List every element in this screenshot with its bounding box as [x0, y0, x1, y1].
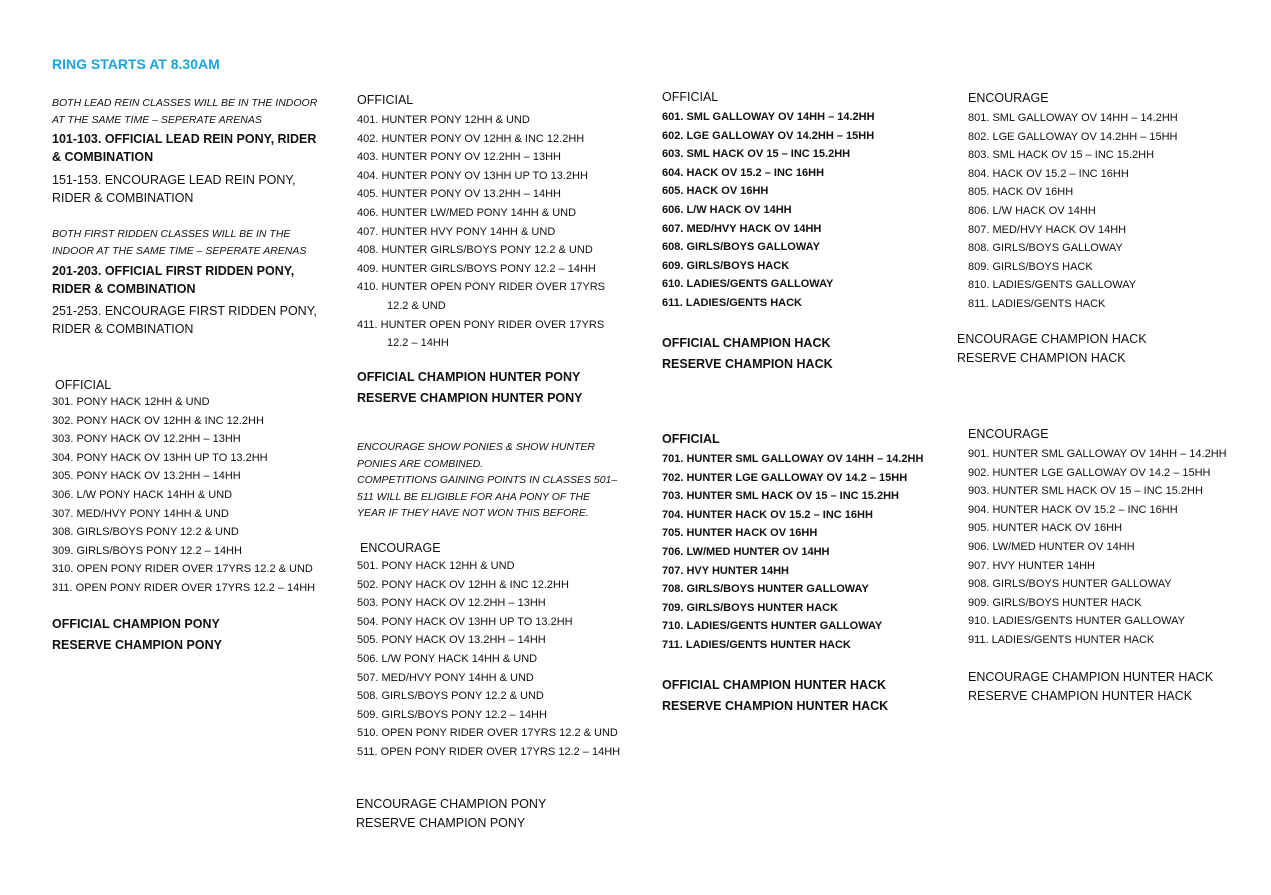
class-list-300	[52, 393, 315, 598]
list-item: 510. OPEN PONY RIDER OVER 17YRS 12.2 & UND	[357, 727, 618, 740]
reserve-line: RESERVE CHAMPION HACK	[662, 357, 833, 371]
list-item: 311. OPEN PONY RIDER OVER 17YRS 12.2 – 14HH	[52, 581, 316, 594]
list-item: 802. LGE GALLOWAY OV 14.2HH – 15HH	[968, 130, 1178, 143]
list-item: 809. GIRLS/BOYS HACK	[968, 260, 1093, 273]
list-item: 508. GIRLS/BOYS PONY 12.2 & UND	[357, 690, 544, 703]
list-item: 307. MED/HVY PONY 14HH & UND	[52, 507, 229, 520]
list-item: 907. HVY HUNTER 14HH	[968, 559, 1095, 572]
note-line: COMPETITIONS GAINING POINTS IN CLASSES 501–	[357, 474, 618, 486]
list-item: 401. HUNTER PONY 12HH & UND	[357, 114, 530, 126]
list-item: 707. HVY HUNTER 14HH	[662, 564, 789, 577]
list-item: 807. MED/HVY HACK OV 14HH	[968, 223, 1127, 236]
list-item: 701. HUNTER SML GALLOWAY OV 14HH – 14.2HH	[662, 453, 924, 465]
list-item: 309. GIRLS/BOYS PONY 12.2 – 14HH	[52, 544, 242, 557]
champion-block-300	[52, 614, 222, 656]
list-item: 502. PONY HACK OV 12HH & INC 12.2HH	[357, 578, 569, 591]
class-list-500	[357, 557, 620, 762]
ring-start-heading: RING STARTS AT 8.30AM	[52, 56, 220, 72]
list-item: 604. HACK OV 15.2 – INC 16HH	[662, 166, 825, 179]
list-item: 406. HUNTER LW/MED PONY 14HH & UND	[357, 206, 577, 219]
note-line: INDOOR AT THE SAME TIME – SEPERATE ARENAS	[52, 244, 307, 257]
list-item: 407. HUNTER HVY PONY 14HH & UND	[357, 225, 556, 238]
champion-line: OFFICIAL CHAMPION PONY	[52, 617, 220, 631]
list-item: 908. GIRLS/BOYS HUNTER GALLOWAY	[968, 578, 1172, 591]
list-item: 610. LADIES/GENTS GALLOWAY	[662, 278, 834, 291]
reserve-line: RESERVE CHAMPION PONY	[52, 638, 222, 652]
section-label-encourage-800: ENCOURAGE	[968, 91, 1049, 105]
list-item: 902. HUNTER LGE GALLOWAY OV 14.2 – 15HH	[968, 466, 1211, 479]
list-item: 906. LW/MED HUNTER OV 14HH	[968, 540, 1135, 553]
class-list-700	[662, 450, 923, 655]
class-list-400	[357, 111, 605, 353]
section-label-official-700: OFFICIAL	[662, 432, 720, 446]
note-line: PONIES ARE COMBINED.	[357, 457, 484, 470]
list-item: 611. LADIES/GENTS HACK	[662, 296, 802, 309]
note-line: YEAR IF THEY HAVE NOT WON THIS BEFORE.	[357, 507, 589, 519]
lead-rein-note	[52, 95, 317, 128]
note-line: BOTH FIRST RIDDEN CLASSES WILL BE IN THE	[52, 228, 291, 240]
champion-block-600	[662, 333, 833, 375]
champion-block-700	[662, 675, 888, 717]
class-201-203: 201-203. OFFICIAL FIRST RIDDEN PONY, RIDER & COMBINATION	[52, 264, 295, 296]
note-line: BOTH LEAD REIN CLASSES WILL BE IN THE INDOOR	[52, 97, 318, 109]
class-list-600	[662, 108, 875, 313]
champion-block-800	[957, 330, 1147, 368]
list-item: 909. GIRLS/BOYS HUNTER HACK	[968, 596, 1142, 609]
list-item: 509. GIRLS/BOYS PONY 12.2 – 14HH	[357, 708, 547, 721]
list-item: 603. SML HACK OV 15 – INC 15.2HH	[662, 148, 851, 161]
list-item: 505. PONY HACK OV 13.2HH – 14HH	[357, 634, 546, 647]
list-item: 808. GIRLS/BOYS GALLOWAY	[968, 242, 1123, 255]
class-list-800	[968, 109, 1178, 314]
list-item: 910. LADIES/GENTS HUNTER GALLOWAY	[968, 615, 1186, 628]
list-item: 805. HACK OV 16HH	[968, 186, 1074, 199]
reserve-line: RESERVE CHAMPION HUNTER HACK	[662, 699, 889, 713]
list-item: 905. HUNTER HACK OV 16HH	[968, 522, 1123, 535]
class-101-103: 101-103. OFFICIAL LEAD REIN PONY, RIDER & COMBINATION	[52, 132, 317, 164]
champion-line: OFFICIAL CHAMPION HUNTER PONY	[357, 370, 581, 384]
reserve-line: RESERVE CHAMPION HACK	[957, 351, 1126, 365]
section-label-official-400: OFFICIAL	[357, 93, 414, 107]
list-item: 302. PONY HACK OV 12HH & INC 12.2HH	[52, 414, 264, 427]
encourage-combined-note	[357, 439, 617, 522]
list-item: 310. OPEN PONY RIDER OVER 17YRS 12.2 & UND	[52, 563, 313, 576]
list-item: 705. HUNTER HACK OV 16HH	[662, 527, 818, 540]
class-list-900	[968, 445, 1227, 650]
champion-block-400	[357, 367, 583, 409]
list-item: 811. LADIES/GENTS HACK	[968, 297, 1106, 310]
list-item: 402. HUNTER PONY OV 12HH & INC 12.2HH	[357, 132, 585, 145]
list-item-continuation: 12.2 – 14HH	[387, 337, 449, 350]
list-item: 308. GIRLS/BOYS PONY 12.2 & UND	[52, 526, 239, 539]
list-item: 303. PONY HACK OV 12.2HH – 13HH	[52, 433, 241, 446]
list-item: 803. SML HACK OV 15 – INC 15.2HH	[968, 149, 1155, 162]
list-item: 711. LADIES/GENTS HUNTER HACK	[662, 638, 851, 651]
list-item: 504. PONY HACK OV 13HH UP TO 13.2HH	[357, 615, 573, 628]
list-item: 704. HUNTER HACK OV 15.2 – INC 16HH	[662, 508, 873, 521]
list-item: 602. LGE GALLOWAY OV 14.2HH – 15HH	[662, 129, 875, 142]
reserve-line: RESERVE CHAMPION PONY	[356, 816, 526, 830]
list-item: 710. LADIES/GENTS HUNTER GALLOWAY	[662, 620, 883, 633]
list-item: 708. GIRLS/BOYS HUNTER GALLOWAY	[662, 583, 869, 596]
champion-line: ENCOURAGE CHAMPION HUNTER HACK	[968, 670, 1214, 684]
section-label-official-600: OFFICIAL	[662, 90, 719, 104]
reserve-line: RESERVE CHAMPION HUNTER HACK	[968, 689, 1193, 703]
list-item: 903. HUNTER SML HACK OV 15 – INC 15.2HH	[968, 485, 1203, 498]
first-ridden-note	[52, 226, 306, 259]
list-item: 305. PONY HACK OV 13.2HH – 14HH	[52, 470, 241, 483]
list-item-continuation: 12.2 & UND	[387, 299, 446, 312]
list-item: 403. HUNTER PONY OV 12.2HH – 13HH	[357, 151, 561, 164]
champion-line: OFFICIAL CHAMPION HACK	[662, 336, 831, 350]
champion-line: ENCOURAGE CHAMPION HACK	[957, 332, 1147, 346]
class-251-253: 251-253. ENCOURAGE FIRST RIDDEN PONY, RIDER & COMBINATION	[52, 304, 317, 336]
list-item: 911. LADIES/GENTS HUNTER HACK	[968, 633, 1155, 646]
list-item: 405. HUNTER PONY OV 13.2HH – 14HH	[357, 188, 561, 201]
list-item: 507. MED/HVY PONY 14HH & UND	[357, 671, 534, 684]
note-line: ENCOURAGE SHOW PONIES & SHOW HUNTER	[357, 441, 596, 453]
champion-block-900	[968, 668, 1213, 706]
champion-block-500	[356, 795, 546, 833]
list-item: 404. HUNTER PONY OV 13HH UP TO 13.2HH	[357, 169, 588, 182]
list-item: 609. GIRLS/BOYS HACK	[662, 259, 790, 272]
note-line: AT THE SAME TIME – SEPERATE ARENAS	[52, 113, 262, 126]
reserve-line: RESERVE CHAMPION HUNTER PONY	[357, 391, 583, 405]
list-item: 409. HUNTER GIRLS/BOYS PONY 12.2 – 14HH	[357, 262, 596, 275]
section-label-encourage-900: ENCOURAGE	[968, 427, 1049, 441]
list-item: 810. LADIES/GENTS GALLOWAY	[968, 279, 1137, 292]
champion-line: ENCOURAGE CHAMPION PONY	[356, 797, 547, 811]
list-item: 804. HACK OV 15.2 – INC 16HH	[968, 167, 1129, 180]
list-item: 301. PONY HACK 12HH & UND	[52, 396, 210, 408]
list-item: 606. L/W HACK OV 14HH	[662, 203, 792, 216]
champion-line: OFFICIAL CHAMPION HUNTER HACK	[662, 678, 887, 692]
list-item: 410. HUNTER OPEN PONY RIDER OVER 17YRS	[357, 281, 605, 294]
note-line: 511 WILL BE ELIGIBLE FOR AHA PONY OF THE	[357, 490, 591, 503]
list-item: 503. PONY HACK OV 12.2HH – 13HH	[357, 597, 546, 610]
list-item: 601. SML GALLOWAY OV 14HH – 14.2HH	[662, 111, 875, 123]
section-label-official-300: OFFICIAL	[55, 378, 112, 392]
list-item: 408. HUNTER GIRLS/BOYS PONY 12.2 & UND	[357, 244, 593, 257]
list-item: 511. OPEN PONY RIDER OVER 17YRS 12.2 – 14HH	[357, 745, 621, 758]
list-item: 904. HUNTER HACK OV 15.2 – INC 16HH	[968, 503, 1178, 516]
list-item: 411. HUNTER OPEN PONY RIDER OVER 17YRS	[357, 318, 605, 331]
class-151-153: 151-153. ENCOURAGE LEAD REIN PONY, RIDER & COMBINATION	[52, 173, 296, 205]
list-item: 709. GIRLS/BOYS HUNTER HACK	[662, 601, 839, 614]
list-item: 702. HUNTER LGE GALLOWAY OV 14.2 – 15HH	[662, 471, 908, 484]
list-item: 607. MED/HVY HACK OV 14HH	[662, 222, 822, 235]
list-item: 304. PONY HACK OV 13HH UP TO 13.2HH	[52, 451, 268, 464]
list-item: 703. HUNTER SML HACK OV 15 – INC 15.2HH	[662, 490, 899, 503]
list-item: 608. GIRLS/BOYS GALLOWAY	[662, 241, 820, 254]
list-item: 706. LW/MED HUNTER OV 14HH	[662, 545, 830, 558]
list-item: 501. PONY HACK 12HH & UND	[357, 560, 515, 572]
list-item: 306. L/W PONY HACK 14HH & UND	[52, 488, 233, 501]
section-label-encourage-500: ENCOURAGE	[360, 541, 441, 555]
list-item: 506. L/W PONY HACK 14HH & UND	[357, 652, 538, 665]
list-item: 901. HUNTER SML GALLOWAY OV 14HH – 14.2HH	[968, 448, 1227, 460]
list-item: 605. HACK OV 16HH	[662, 185, 769, 198]
list-item: 801. SML GALLOWAY OV 14HH – 14.2HH	[968, 112, 1178, 124]
list-item: 806. L/W HACK OV 14HH	[968, 204, 1096, 217]
